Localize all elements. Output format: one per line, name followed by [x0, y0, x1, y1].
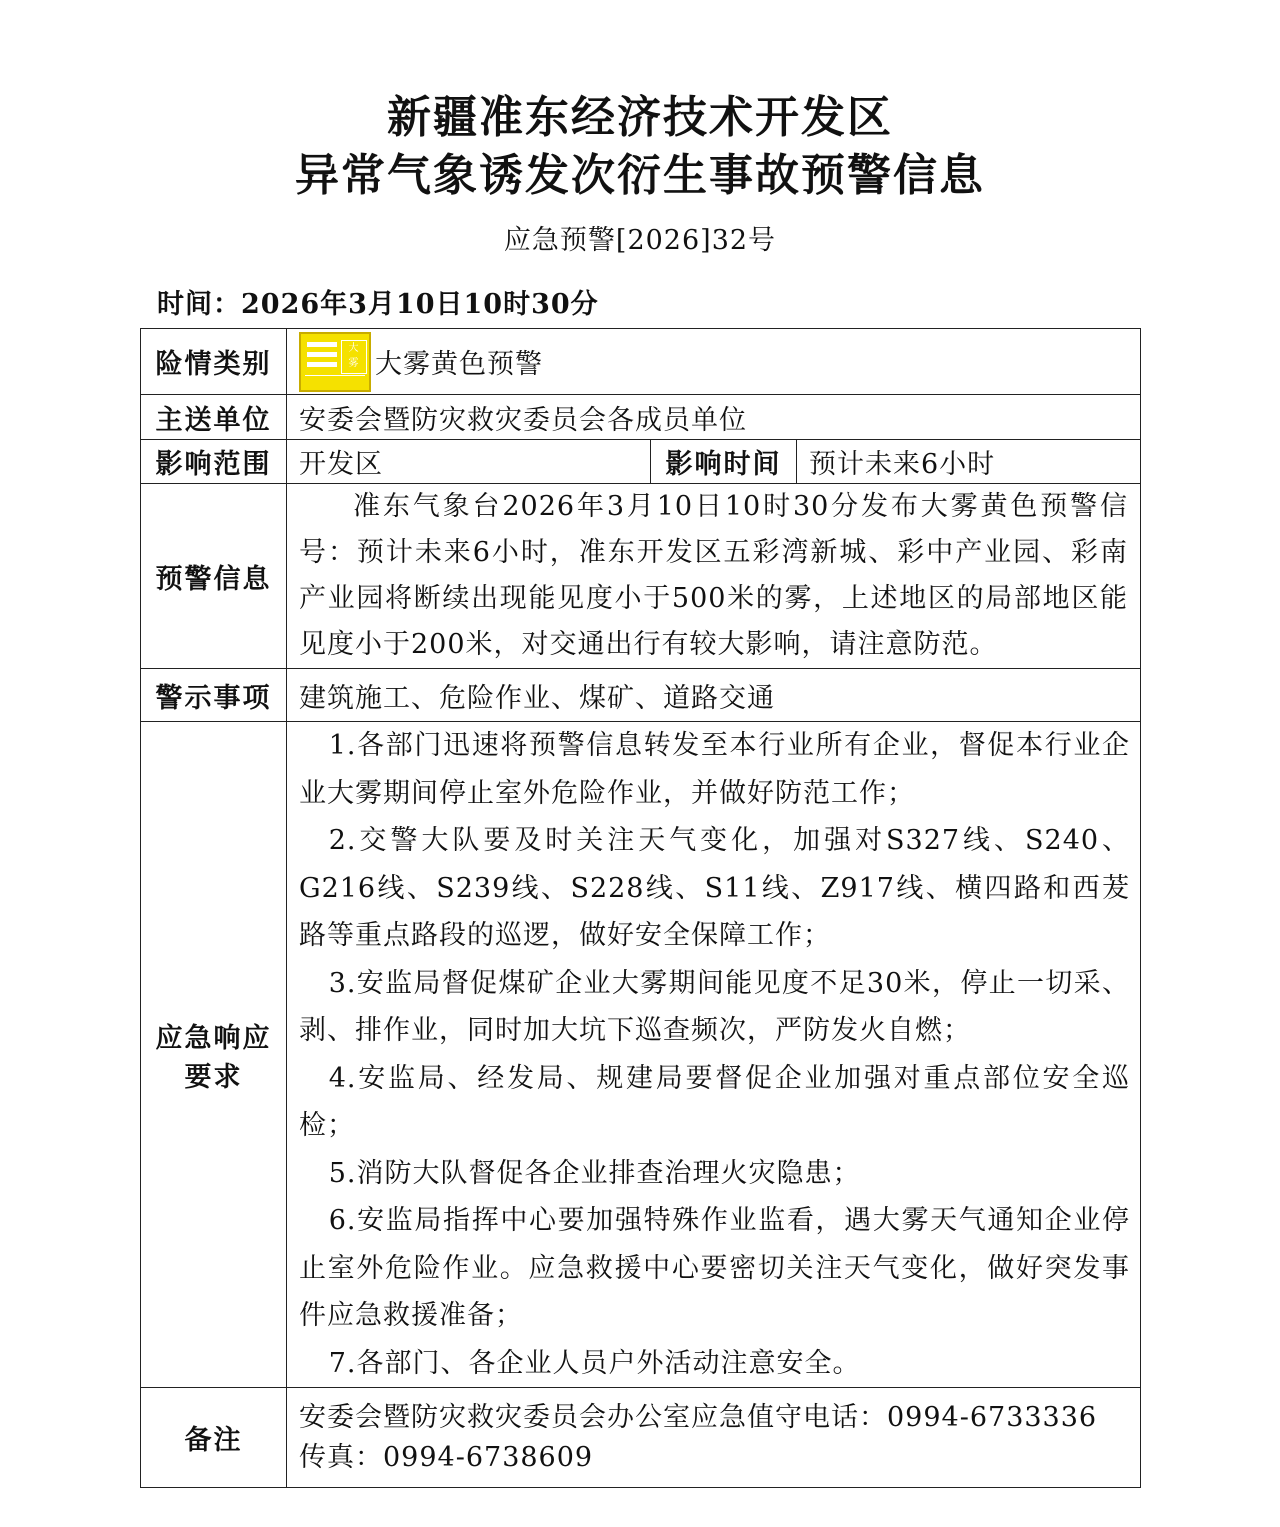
row-scope: [141, 440, 1141, 484]
scope-label: 影响范围: [141, 440, 287, 484]
info-value: 准东气象台2026年3月10日10时30分发布大雾黄色预警信号：预计未来6小时，准东开发区五彩湾新城、彩中产业园、彩南产业园将断续出现能见度小于500米的雾，上述地区的局部地区能见度小于200米，对交通出行有较大影响，请注意防范。: [299, 491, 1129, 660]
response-label-line-1: 应急响应: [155, 1022, 272, 1054]
issue-time: 时间：2026年3月10日10时30分: [157, 289, 599, 320]
warning-table: [140, 328, 1141, 1488]
remark-fax: 传真：0994-6738609: [299, 1441, 594, 1473]
response-item-2: 2.交警大队要及时关注天气变化，加强对S327线、S240、G216线、S239线、S228线、S11线、Z917线、横四路和西茇路等重点路段的巡逻，做好安全保障工作；: [299, 825, 1131, 951]
row-recipient: [141, 395, 1141, 440]
info-cell: [287, 484, 1141, 669]
fog-yellow-warning-icon: 大 雾: [299, 332, 371, 392]
remark-label: 备注: [141, 1388, 287, 1488]
title-line-1: 新疆准东经济技术开发区: [387, 92, 893, 143]
document-number: 应急预警[2026]32号: [503, 225, 777, 256]
recipient-label: 主送单位: [141, 395, 287, 440]
duration-value: 预计未来6小时: [797, 440, 1141, 484]
response-item-7: 7.各部门、各企业人员户外活动注意安全。: [328, 1347, 861, 1379]
row-info: [141, 484, 1141, 669]
row-remark: [141, 1388, 1141, 1488]
remark-cell: [287, 1388, 1141, 1488]
row-response: [141, 722, 1141, 1388]
duration-label: 影响时间: [651, 440, 797, 484]
response-cell: [287, 722, 1141, 1388]
title-line-2: 异常气象诱发次衍生事故预警信息: [295, 150, 985, 201]
response-item-6: 6.安监局指挥中心要加强特殊作业监看，遇大雾天气通知企业停止室外危险作业。应急救援中心要密切关注天气变化，做好突发事件应急救援准备；: [299, 1205, 1131, 1331]
row-alert: [141, 669, 1141, 722]
response-item-4: 4.安监局、经发局、规建局要督促企业加强对重点部位安全巡检；: [299, 1062, 1131, 1141]
response-item-3: 3.安监局督促煤矿企业大雾期间能见度不足30米，停止一切采、剥、排作业，同时加大坑下巡查频次，严防发火自燃；: [299, 967, 1131, 1046]
response-label-line-2: 要求: [184, 1061, 243, 1093]
response-item-5: 5.消防大队督促各企业排查治理火灾隐患；: [328, 1157, 861, 1189]
response-item-1: 1.各部门迅速将预警信息转发至本行业所有企业，督促本行业企业大雾期间停止室外危险作业，并做好防范工作；: [299, 730, 1131, 809]
type-cell: [287, 329, 1141, 395]
recipient-value: 安委会暨防灾救灾委员会各成员单位: [287, 395, 1141, 440]
alert-label: 警示事项: [141, 669, 287, 722]
alert-value: 建筑施工、危险作业、煤矿、道路交通: [287, 669, 1141, 722]
scope-value: 开发区: [287, 440, 651, 484]
type-label: 险情类别: [141, 329, 287, 395]
remark-phone: 安委会暨防灾救灾委员会办公室应急值守电话：0994-6733336: [299, 1401, 1098, 1433]
type-value: 大雾黄色预警: [375, 348, 543, 380]
response-label: [141, 722, 287, 1388]
row-type: [141, 329, 1141, 395]
info-label: 预警信息: [141, 484, 287, 669]
